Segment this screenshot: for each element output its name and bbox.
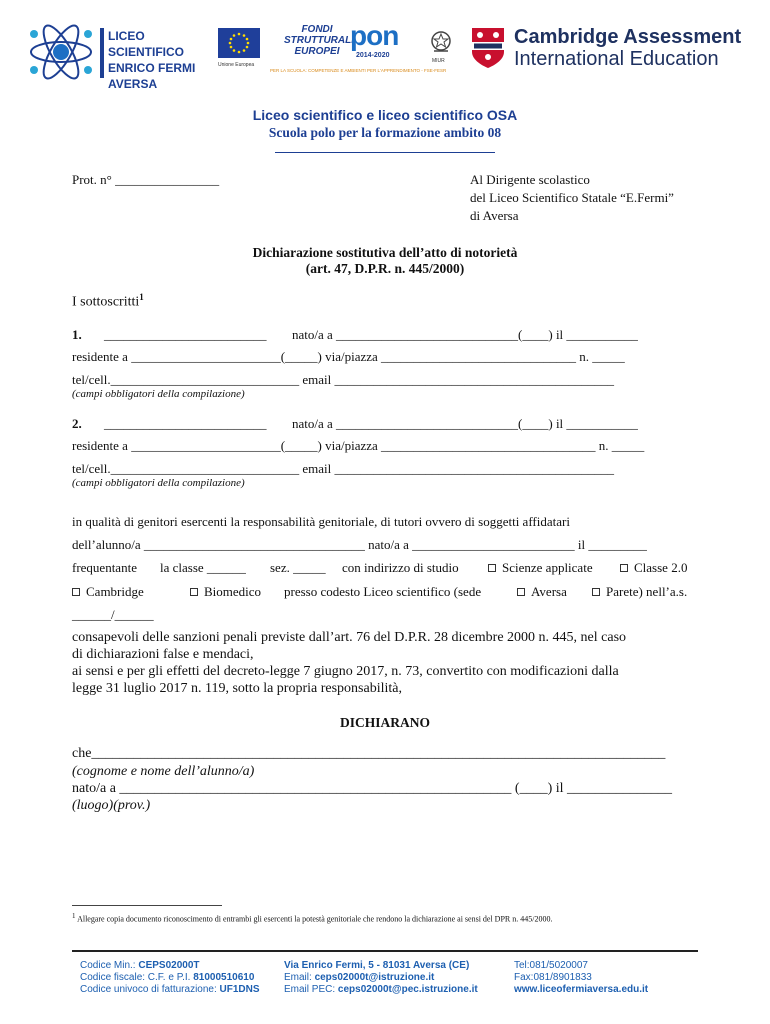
fondi-line: STRUTTURALI xyxy=(284,35,354,46)
footer-label: Codice univoco di fatturazione: xyxy=(80,984,220,995)
option-label: Cambridge xyxy=(86,584,144,599)
footer-email-link[interactable]: ceps02000t@istruzione.it xyxy=(314,972,435,983)
student-name-field[interactable]: che__________________________________________________________________________________ xyxy=(72,746,666,761)
option-biomedico[interactable] xyxy=(190,584,261,600)
signer-number: 2. xyxy=(72,416,82,431)
footer-value: UF1DNS xyxy=(219,984,260,995)
pon-subtitle: PER LA SCUOLA: COMPETENZE E AMBIENTI PER L'APPRENDIMENTO - FSE-FESR xyxy=(270,68,447,73)
title-underline xyxy=(275,152,495,153)
checkbox-icon[interactable] xyxy=(72,588,80,596)
footnote xyxy=(72,912,552,924)
declaration-title: Dichiarazione sostitutiva dell’atto di notorietà xyxy=(252,245,518,260)
footnote-text: Allegare copia documento riconoscimento di entrambi gli esercenti la potestà genitoriale che rendono la dichiarazione ai sensi del DPR n. 445/2000. xyxy=(77,914,553,924)
signers-intro xyxy=(72,292,144,311)
republic-emblem-icon xyxy=(430,30,452,54)
fondi-line: FONDI xyxy=(301,24,333,35)
fondi-line: EUROPEI xyxy=(294,46,340,57)
student-field[interactable]: dell’alunno/a __________________________________ nato/a a _________________________ il _________ xyxy=(72,537,647,552)
cambridge-shield-icon xyxy=(470,26,506,70)
option-classe-2-0[interactable] xyxy=(620,560,687,576)
study-path-label: con indirizzo di studio xyxy=(342,560,459,575)
option-label: Aversa xyxy=(531,584,567,599)
signer-contact-field[interactable]: tel/cell._____________________________ email ___________________________________________ xyxy=(72,372,614,387)
checkbox-icon[interactable] xyxy=(517,588,525,596)
eu-flag-icon xyxy=(218,28,260,58)
footer-line xyxy=(80,984,260,996)
footer-value: 81000510610 xyxy=(193,972,255,983)
footer-value: Via Enrico Fermi, 5 - 81031 Aversa (CE) xyxy=(284,960,470,971)
checkbox-icon[interactable] xyxy=(488,564,496,572)
presso-text: presso codesto Liceo scientifico (sede xyxy=(284,584,482,599)
emblem-caption: MIUR xyxy=(432,58,445,64)
footer-line xyxy=(80,972,260,984)
signer-number: 1. xyxy=(72,327,82,342)
recipient-line: di Aversa xyxy=(470,208,519,223)
required-fields-note: (campi obbligatori della compilazione) xyxy=(72,388,245,400)
footer-rule xyxy=(72,950,698,952)
option-label: Biomedico xyxy=(204,584,262,599)
footer-website-link[interactable]: www.liceofermiaversa.edu.it xyxy=(514,984,649,995)
paragraph-line: ai sensi e per gli effetti del decreto-legge 7 giugno 2017, n. 73, convertito con modificazioni dalla xyxy=(72,664,619,679)
cambridge-line: International Education xyxy=(514,48,719,70)
option-cambridge[interactable] xyxy=(72,584,144,600)
footer-codes xyxy=(80,960,260,996)
signer-contact-field[interactable]: tel/cell._____________________________ email ___________________________________________ xyxy=(72,461,614,476)
dichiarano-heading: DICHIARANO xyxy=(339,715,430,730)
signer-birth-field[interactable]: nato/a a ____________________________(____) il ___________ xyxy=(292,416,638,431)
signer-birth-field[interactable]: nato/a a ____________________________(____) il ___________ xyxy=(292,327,638,342)
option-scienze-applicate[interactable] xyxy=(488,560,593,576)
footer-label: Email PEC: xyxy=(284,984,338,995)
school-subtitle: Scuola polo per la formazione ambito 08 xyxy=(268,125,502,140)
footer-label: Codice Min.: xyxy=(80,960,139,971)
footer-phone: Tel:081/5020007 xyxy=(514,960,588,971)
school-logo-divider xyxy=(100,28,104,78)
atom-logo-icon xyxy=(22,24,100,80)
footer-pec-link[interactable]: ceps02000t@pec.istruzione.it xyxy=(337,984,478,995)
school-logo-text xyxy=(108,28,218,92)
pon-text: pon xyxy=(350,20,399,51)
recipient-line: Al Dirigente scolastico xyxy=(470,172,590,187)
declaration-reference: (art. 47, D.P.R. n. 445/2000) xyxy=(305,261,465,276)
option-label: Classe 2.0 xyxy=(634,560,688,575)
footer-line xyxy=(514,972,648,984)
footer-value: CEPS02000T xyxy=(138,960,200,971)
class-field[interactable]: la classe ______ xyxy=(160,560,246,575)
footer-label: Email: xyxy=(284,972,315,983)
student-birth-note: (luogo)(prov.) xyxy=(72,798,151,813)
paragraph-line: legge 31 luglio 2017 n. 119, sotto la propria responsabilità, xyxy=(72,681,402,696)
checkbox-icon[interactable] xyxy=(620,564,628,572)
footer-line xyxy=(514,984,648,996)
option-aversa[interactable] xyxy=(517,584,567,600)
frequentante-label: frequentante xyxy=(72,560,137,575)
school-logo-line: LICEO SCIENTIFICO xyxy=(108,29,185,59)
school-logo-line: ENRICO FERMI xyxy=(108,61,196,75)
cambridge-text xyxy=(514,26,741,70)
student-name-note: (cognome e nome dell’alunno/a) xyxy=(72,764,255,779)
paragraph-line: consapevoli delle sanzioni penali previste dall’art. 76 del D.P.R. 28 dicembre 2000 n. 445, nel caso xyxy=(72,630,627,645)
footer-line xyxy=(284,960,478,972)
section-field[interactable]: sez. _____ xyxy=(270,560,326,575)
signers-intro-text: I sottoscritti xyxy=(72,294,140,310)
checkbox-icon[interactable] xyxy=(592,588,600,596)
option-label: Scienze applicate xyxy=(502,560,593,575)
paragraph-line: di dichiarazioni false e mendaci, xyxy=(72,647,254,662)
protocol-number: Prot. n° ________________ xyxy=(72,172,220,187)
footnote-mark: 1 xyxy=(139,292,144,302)
signer-residence-field[interactable]: residente a _______________________(_____) via/piazza _________________________________ n. _____ xyxy=(72,438,645,453)
school-year-field[interactable]: ______/______ xyxy=(72,607,154,622)
recipient-line: del Liceo Scientifico Statale “E.Fermi” xyxy=(470,190,674,205)
eu-logo xyxy=(218,22,278,82)
option-label: Parete) nell’a.s. xyxy=(606,584,688,599)
required-fields-note: (campi obbligatori della compilazione) xyxy=(72,477,245,489)
guardian-statement: in qualità di genitori esercenti la responsabilità genitoriale, di tutori ovvero di soggetti affidatari xyxy=(72,514,570,529)
student-birth-field[interactable]: nato/a a ________________________________________________________ (____) il _______________ xyxy=(72,781,673,796)
pon-years: 2014-2020 xyxy=(356,52,390,59)
footer-line xyxy=(284,984,478,996)
school-logo xyxy=(18,22,218,91)
footnote-rule xyxy=(72,905,222,906)
footer-line xyxy=(514,960,648,972)
header-logos xyxy=(18,20,758,91)
option-parete[interactable] xyxy=(592,584,687,600)
italian-emblem-logo xyxy=(426,22,456,82)
footnote-number: 1 xyxy=(72,912,76,920)
signer-residence-field[interactable]: residente a _______________________(_____) via/piazza ______________________________ n. _____ xyxy=(72,349,625,364)
footer-address xyxy=(284,960,478,996)
school-title: Liceo scientifico e liceo scientifico OSA xyxy=(252,107,518,123)
signer-name-field[interactable]: _________________________ xyxy=(104,327,267,342)
cambridge-logo xyxy=(470,22,758,82)
footer-contacts xyxy=(514,960,648,996)
footer-fax: Fax:081/8901833 xyxy=(514,972,592,983)
signer-name-field[interactable]: _________________________ xyxy=(104,416,267,431)
footer-line xyxy=(284,972,478,984)
footer-label: Codice fiscale: C.F. e P.I. xyxy=(80,972,194,983)
fondi-text xyxy=(284,24,354,57)
footer-line xyxy=(80,960,260,972)
eu-caption: Unione Europea xyxy=(218,62,255,68)
checkbox-icon[interactable] xyxy=(190,588,198,596)
cambridge-line: Cambridge Assessment xyxy=(514,26,742,48)
school-logo-line: AVERSA xyxy=(108,77,158,91)
